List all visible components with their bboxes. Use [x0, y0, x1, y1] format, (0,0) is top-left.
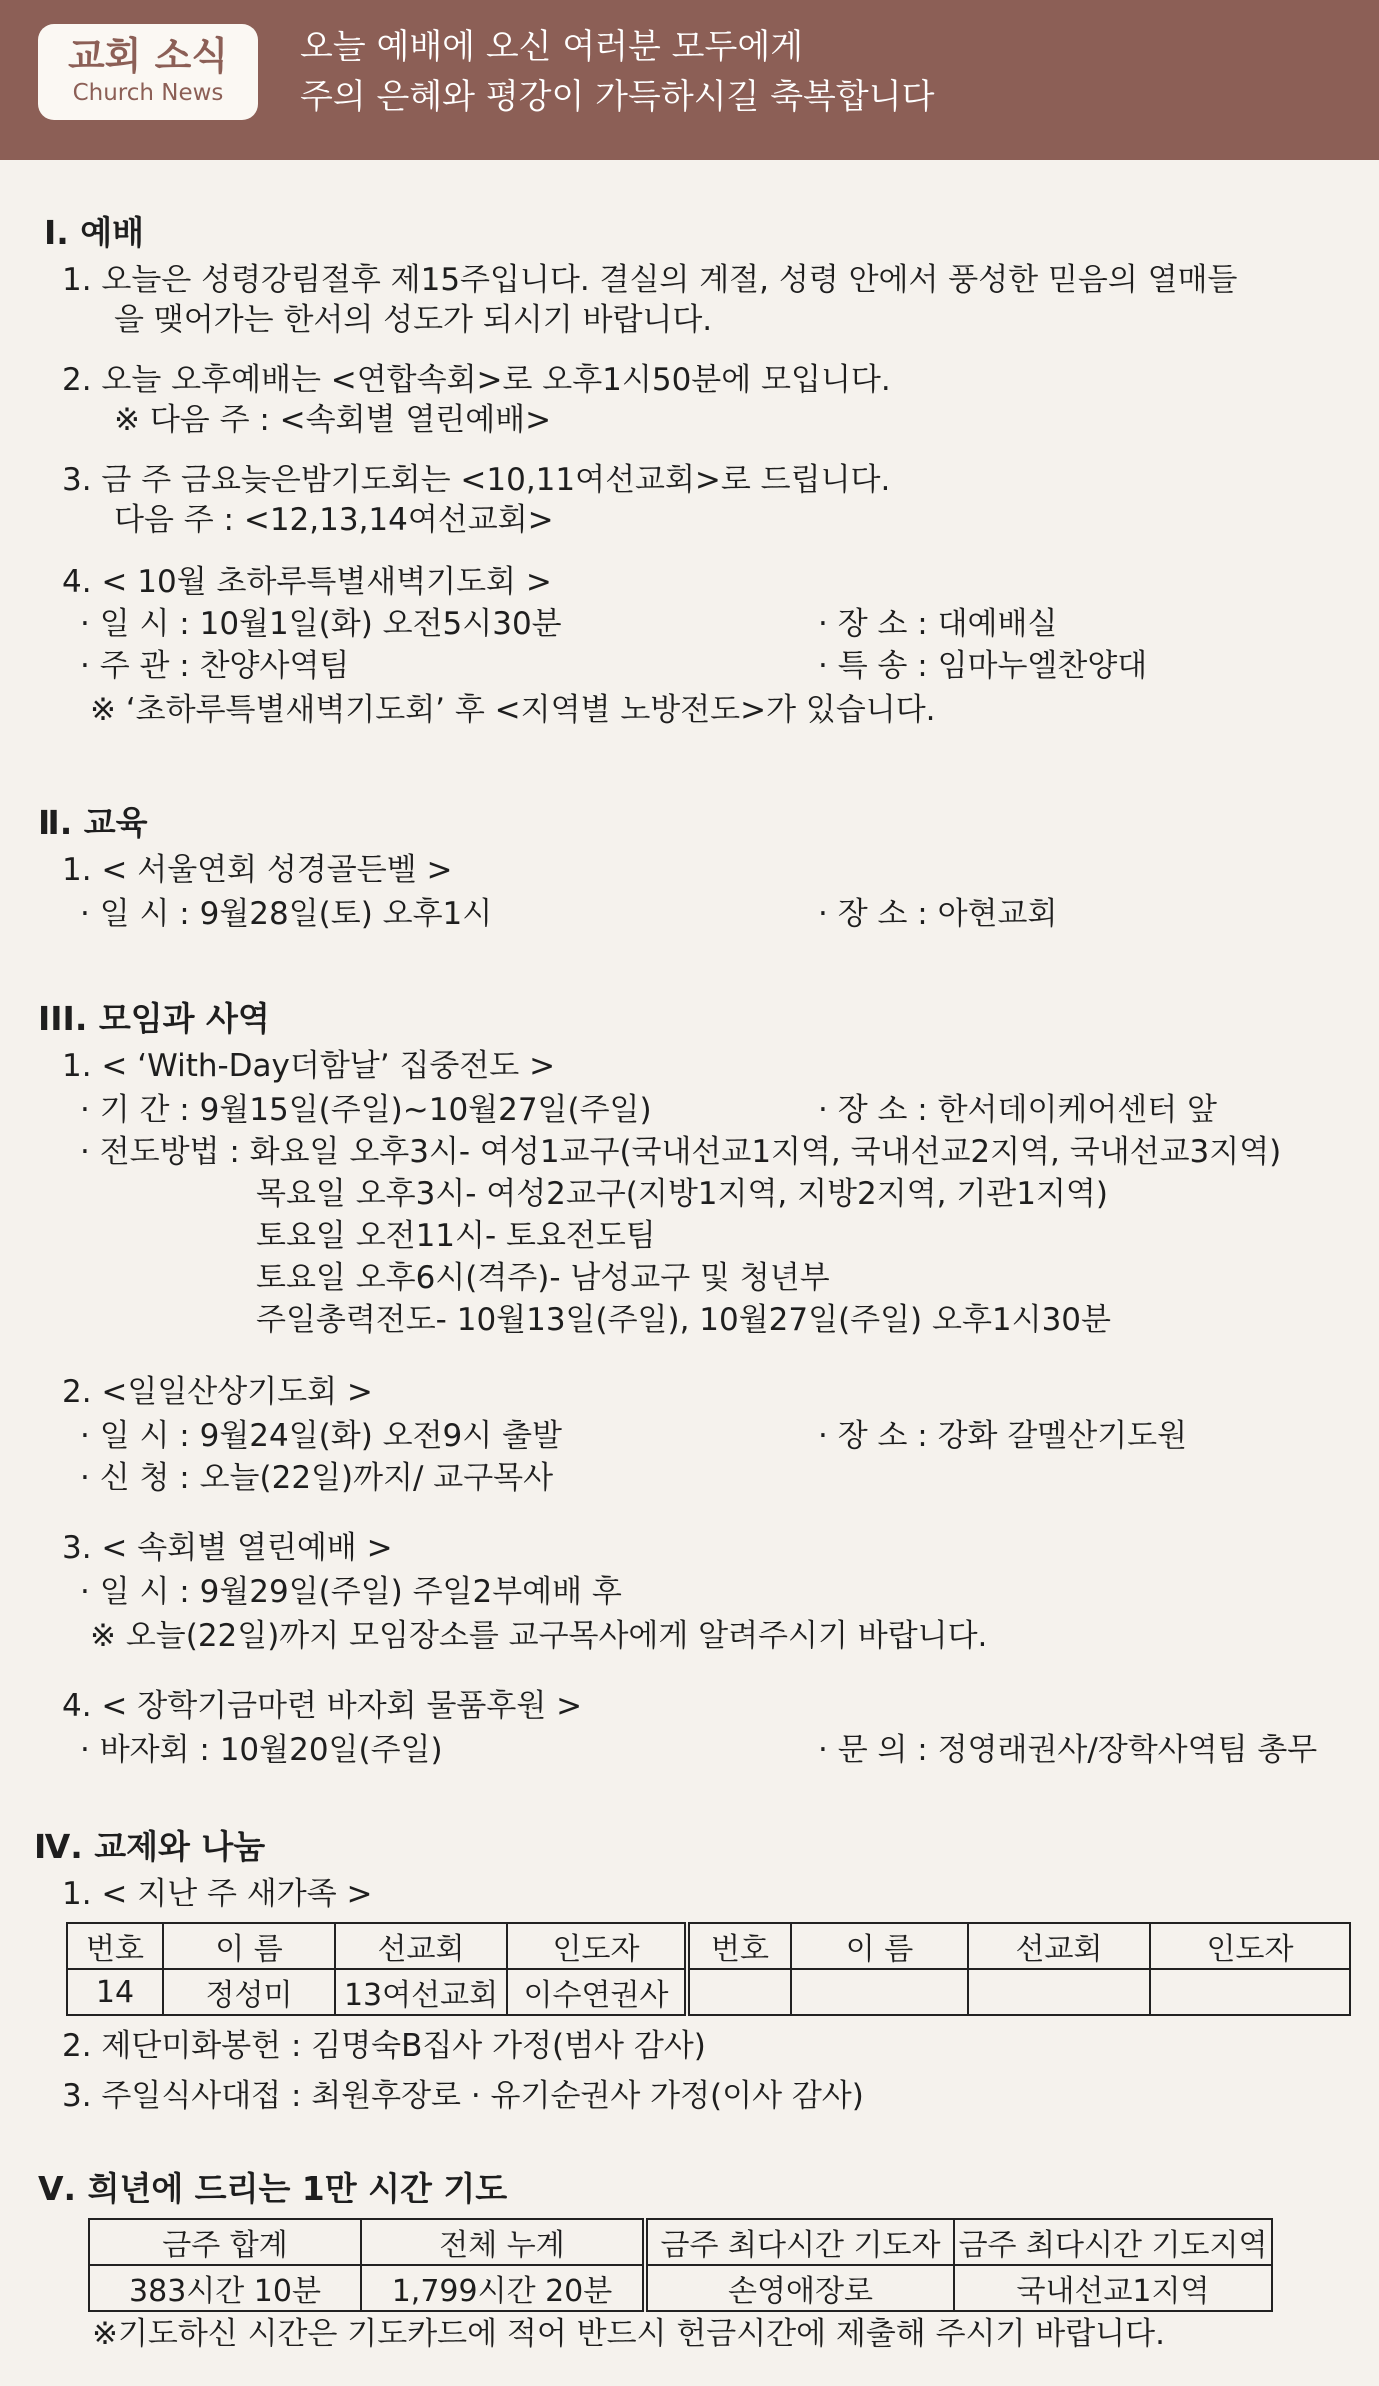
table-header: 금주 최다시간 기도지역: [954, 2219, 1272, 2265]
ministry-item-2-place: · 장 소 : 강화 갈멜산기도원: [818, 1418, 1188, 1454]
education-item-1-date: · 일 시 : 9월28일(토) 오후1시: [80, 896, 493, 932]
greeting: [300, 22, 934, 122]
ministry-item-1-method-2: 목요일 오후3시- 여성2교구(지방1지역, 지방2지역, 기관1지역): [256, 1176, 1108, 1212]
worship-item-4-host: · 주 관 : 찬양사역팀: [80, 648, 350, 684]
table-cell: 1,799시간 20분: [361, 2265, 645, 2311]
ministry-item-3-title: 3. < 속회별 열린예배 >: [62, 1530, 393, 1566]
worship-item-1-line-1: 1. 오늘은 성령강림절후 제15주입니다. 결실의 계절, 성령 안에서 풍성한 믿음의 열매들: [62, 262, 1238, 298]
table-cell: 13여선교회: [335, 1969, 507, 2015]
ministry-item-2-title: 2. <일일산상기도회 >: [62, 1374, 373, 1410]
table-header: 이 름: [163, 1923, 335, 1969]
altar-flowers-offering: 2. 제단미화봉헌 : 김명숙B집사 가정(범사 감사): [62, 2028, 706, 2064]
ministry-item-1-method-5: 주일총력전도- 10월13일(주일), 10월27일(주일) 오후1시30분: [256, 1302, 1111, 1338]
ministry-item-2-date: · 일 시 : 9월24일(화) 오전9시 출발: [80, 1418, 562, 1454]
worship-item-4-date: · 일 시 : 10월1일(화) 오전5시30분: [80, 606, 562, 642]
ministry-item-3-date: · 일 시 : 9월29일(주일) 주일2부예배 후: [80, 1574, 622, 1610]
ministry-item-1-period: · 기 간 : 9월15일(주일)~10월27일(주일): [80, 1092, 652, 1128]
table-cell: 14: [67, 1969, 163, 2015]
table-cell: [968, 1969, 1150, 2015]
worship-item-1-line-2: 을 맺어가는 한서의 성도가 되시기 바랍니다.: [114, 302, 713, 338]
section-ministry-title: III. 모임과 사역: [38, 999, 270, 1038]
ministry-item-3-note: ※ 오늘(22일)까지 모임장소를 교구목사에게 알려주시기 바랍니다.: [90, 1618, 988, 1654]
ministry-item-1-title: 1. < ‘With-Day더함날’ 집중전도 >: [62, 1048, 556, 1084]
table-header: 선교회: [968, 1923, 1150, 1969]
worship-item-4-place: · 장 소 : 대예배실: [818, 606, 1058, 642]
ministry-item-1-place: · 장 소 : 한서데이케어센터 앞: [818, 1092, 1217, 1128]
ministry-item-2-apply: · 신 청 : 오늘(22일)까지/ 교구목사: [80, 1460, 554, 1496]
ministry-item-1-method-4: 토요일 오후6시(격주)- 남성교구 및 청년부: [256, 1260, 830, 1296]
table-header: 번호: [67, 1923, 163, 1969]
table-header: 인도자: [1150, 1923, 1350, 1969]
table-cell: 383시간 10분: [89, 2265, 361, 2311]
table-header: 금주 최다시간 기도자: [645, 2219, 954, 2265]
section-education-title: Ⅱ. 교육: [38, 803, 148, 842]
ministry-item-4-contact: · 문 의 : 정영래권사/장학사역팀 총무: [818, 1732, 1318, 1768]
table-header: 인도자: [507, 1923, 687, 1969]
table-cell: 국내선교1지역: [954, 2265, 1272, 2311]
table-header-row: [67, 1923, 1350, 1969]
table-row: [89, 2265, 1272, 2311]
badge-title-en: Church News: [72, 80, 224, 106]
bulletin-content: [0, 160, 1379, 2386]
table-cell: [687, 1969, 791, 2015]
table-header: 금주 합계: [89, 2219, 361, 2265]
table-cell: 정성미: [163, 1969, 335, 2015]
worship-item-4-note: ※ ‘초하루특별새벽기도회’ 후 <지역별 노방전도>가 있습니다.: [90, 692, 936, 728]
ministry-item-4-bazaar: · 바자회 : 10월20일(주일): [80, 1732, 443, 1768]
table-cell: [1150, 1969, 1350, 2015]
sunday-meal-hosting: 3. 주일식사대접 : 최원후장로 · 유기순권사 가정(이사 감사): [62, 2078, 864, 2114]
worship-item-3-line-1: 3. 금 주 금요늦은밤기도회는 <10,11여선교회>로 드립니다.: [62, 462, 891, 498]
table-header: 이 름: [791, 1923, 968, 1969]
greeting-line-1: 오늘 예배에 오신 여러분 모두에게: [300, 27, 804, 67]
section-worship-title: Ⅰ. 예배: [44, 213, 145, 252]
table-row: [67, 1969, 1350, 2015]
prayer-note: ※기도하신 시간은 기도카드에 적어 반드시 헌금시간에 제출해 주시기 바랍니다.: [92, 2316, 1165, 2352]
ministry-item-1-method: · 전도방법 : 화요일 오후3시- 여성1교구(국내선교1지역, 국내선교2지역, 국내선교3지역): [80, 1134, 1282, 1170]
table-header: 전체 누계: [361, 2219, 645, 2265]
table-cell: [791, 1969, 968, 2015]
worship-item-4-title: 4. < 10월 초하루특별새벽기도회 >: [62, 564, 552, 600]
table-header: 번호: [687, 1923, 791, 1969]
education-item-1-title: 1. < 서울연회 성경골든벨 >: [62, 852, 453, 888]
ministry-item-1-method-3: 토요일 오전11시- 토요전도팀: [256, 1218, 656, 1254]
badge-title-ko: 교회 소식: [67, 34, 229, 78]
page-header: [0, 0, 1379, 160]
worship-item-2-line-2: ※ 다음 주 : <속회별 열린예배>: [114, 402, 552, 438]
church-news-badge: [38, 24, 258, 120]
table-cell: 이수연권사: [507, 1969, 687, 2015]
section-prayer-title: Ⅴ. 희년에 드리는 1만 시간 기도: [38, 2169, 508, 2208]
prayer-hours-table: [88, 2218, 1273, 2312]
new-family-title: 1. < 지난 주 새가족 >: [62, 1876, 373, 1912]
table-header-row: [89, 2219, 1272, 2265]
worship-item-4-special-song: · 특 송 : 임마누엘찬양대: [818, 648, 1148, 684]
ministry-item-4-title: 4. < 장학기금마련 바자회 물품후원 >: [62, 1688, 583, 1724]
education-item-1-place: · 장 소 : 아현교회: [818, 896, 1058, 932]
greeting-line-2: 주의 은혜와 평강이 가득하시길 축복합니다: [300, 77, 935, 117]
table-header: 선교회: [335, 1923, 507, 1969]
section-fellowship-title: Ⅳ. 교제와 나눔: [34, 1827, 266, 1866]
worship-item-3-line-2: 다음 주 : <12,13,14여선교회>: [114, 502, 554, 538]
table-cell: 손영애장로: [645, 2265, 954, 2311]
worship-item-2-line-1: 2. 오늘 오후예배는 <연합속회>로 오후1시50분에 모입니다.: [62, 362, 891, 398]
new-family-table: [66, 1922, 1351, 2016]
